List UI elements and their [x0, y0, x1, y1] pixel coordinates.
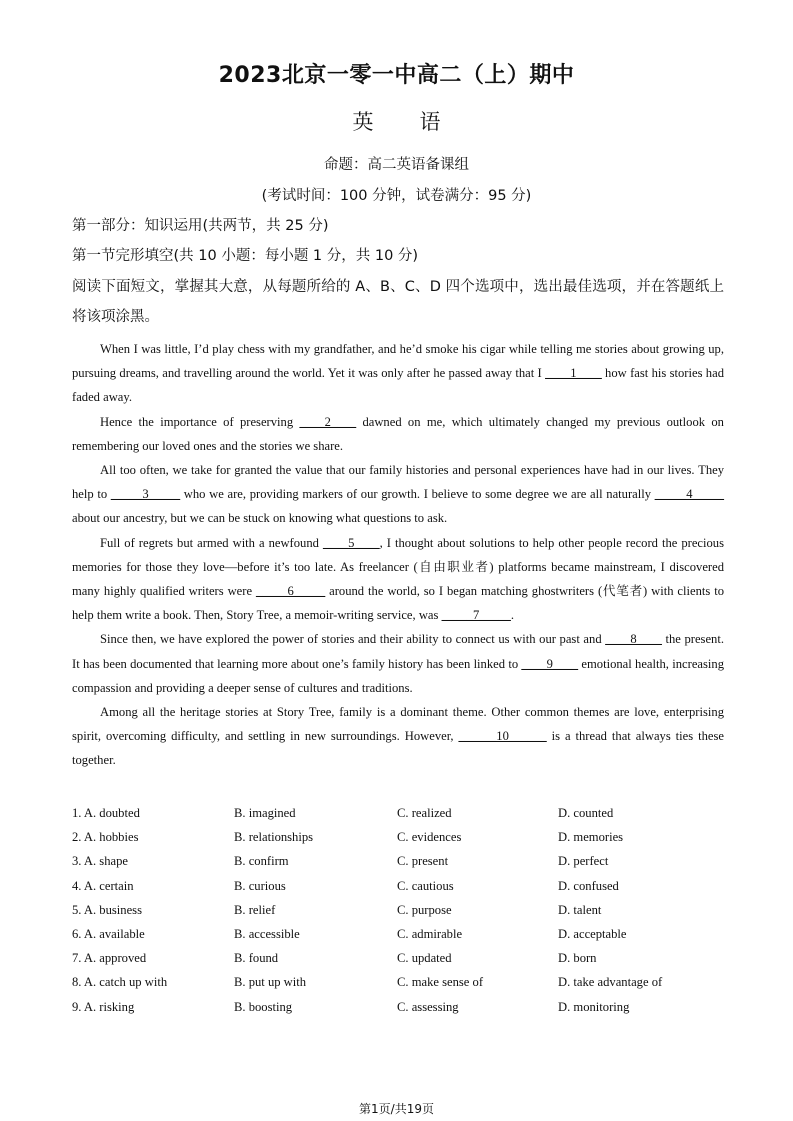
exam-author: 命题：高二英语备课组 [324, 157, 469, 173]
option-d: D. monitoring [558, 999, 630, 1014]
option-c: C. admirable [397, 926, 463, 941]
option-a: 9. A. risking [72, 999, 135, 1014]
option-d: D. talent [558, 902, 602, 917]
option-a: 2. A. hobbies [72, 830, 139, 845]
option-row [72, 970, 732, 994]
option-b: B. relationships [234, 830, 314, 845]
answer-options [72, 801, 732, 1019]
subject-char-1: 英 [352, 110, 374, 134]
option-b: B. found [234, 951, 279, 966]
option-a: 8. A. catch up with [72, 975, 168, 990]
option-row [72, 825, 732, 849]
text: When I was little, I’d play chess with my grandfather, and he’d smoke his cigar while telling me stories about growing up, pursuing dreams, and travelling around the world. Yet it was only after he passed away that I [72, 342, 724, 381]
blank-6: _____6_____ [255, 584, 326, 599]
option-d: D. take advantage of [558, 975, 663, 990]
option-d: D. acceptable [558, 926, 627, 941]
option-d: D. counted [558, 806, 614, 820]
blank-2: ____2____ [299, 414, 357, 429]
section-heading: 第一节完形填空(共 10 小题：每小题 1 分，共 10 分) [72, 248, 419, 264]
text: is a thread that always ties these together. [72, 729, 725, 768]
exam-title: 2023北京一零一中高二（上）期中 [218, 63, 575, 88]
text: Among all the heritage stories at Story Tree, family is a dominant theme. Other common themes are love, enterprising spirit, overcoming difficulty, and settling in new surroundings. However, [72, 705, 724, 744]
paragraph-3 [72, 458, 724, 531]
paragraph-5 [72, 627, 724, 700]
page-number: 第1页/共19页 [359, 1102, 434, 1116]
option-b: B. confirm [234, 854, 289, 869]
text: Full of regrets but armed with a newfound [100, 535, 323, 550]
paragraph-1 [72, 337, 724, 410]
option-d: D. memories [558, 830, 624, 845]
subject-char-2: 语 [419, 110, 441, 134]
text: Since then, we have explored the power of stories and their ability to connect us with our past and [100, 632, 606, 647]
option-row [72, 898, 732, 922]
option-c: C. cautious [397, 878, 454, 893]
option-b: B. accessible [234, 926, 300, 941]
option-c: C. updated [397, 951, 452, 966]
subject-heading [0, 106, 793, 136]
blank-9: ____9____ [521, 656, 579, 671]
blank-10: ______10______ [458, 729, 547, 744]
option-row [72, 849, 732, 873]
text: emotional health, increasing compassion and providing a deeper sense of cultures and traditions. [72, 656, 724, 695]
blank-8: ____8____ [605, 632, 662, 647]
text: around the world, so I began matching ghostwriters (代笔者) with clients to help them write a book. Then, Story Tree, a memoir-writing service, was [72, 584, 724, 623]
option-c: C. make sense of [397, 975, 484, 990]
text: All too often, we take for granted the value that our family histories and personal experiences have had in our lives. They help to [72, 463, 724, 502]
exam-info: (考试时间：100 分钟，试卷满分：95 分) [261, 188, 532, 204]
paragraph-2 [72, 410, 724, 458]
paragraph-6 [72, 700, 724, 773]
text: how fast his stories had faded away. [72, 366, 724, 405]
option-row [72, 946, 732, 970]
text: . [510, 608, 514, 623]
option-a: 5. A. business [72, 902, 142, 917]
option-a: 4. A. certain [72, 878, 134, 893]
option-a: 1. A. doubted [72, 806, 140, 820]
option-b: B. put up with [234, 975, 307, 990]
option-b: B. curious [234, 878, 286, 893]
option-c: C. assessing [397, 999, 459, 1014]
option-c: C. realized [397, 806, 452, 820]
instructions: 阅读下面短文，掌握其大意，从每题所给的 A、B、C、D 四个选项中，选出最佳选项，并在答题纸上将该项涂黑。 [72, 279, 724, 325]
option-row [72, 922, 732, 946]
option-row [72, 874, 732, 898]
text: who we are, providing markers of our growth. I believe to some degree we are all naturally [180, 487, 655, 502]
option-row [72, 801, 732, 825]
blank-7: _____7_____ [441, 608, 511, 623]
text: dawned on me, which ultimately changed my previous outlook on remembering our loved ones and the stories we share. [72, 414, 724, 453]
blank-5: ____5____ [322, 535, 380, 550]
option-b: B. imagined [234, 806, 296, 820]
text: , I thought about solutions to help other people record the precious memories for those they love—before it’s too late. As freelancer (自由职业者) platforms became mainstream, I discovered many highly qualified writers were [72, 535, 724, 599]
option-d: D. perfect [558, 854, 609, 869]
option-row [72, 995, 732, 1019]
option-a: 7. A. approved [72, 951, 147, 966]
blank-3: _____3_____ [110, 487, 181, 502]
part-heading: 第一部分：知识运用(共两节，共 25 分) [72, 218, 329, 234]
text: about our ancestry, but we can be stuck on knowing what questions to ask. [72, 511, 448, 526]
option-c: C. present [397, 854, 449, 869]
blank-1: ____1____ [545, 366, 602, 381]
option-d: D. born [558, 951, 597, 966]
text: the present. It has been documented that learning more about one’s family history has been linked to [72, 632, 724, 671]
option-d: D. confused [558, 878, 619, 893]
option-b: B. boosting [234, 999, 293, 1014]
option-c: C. evidences [397, 830, 462, 845]
paragraph-4 [72, 531, 724, 628]
cloze-passage [72, 337, 724, 773]
option-b: B. relief [234, 902, 276, 917]
option-c: C. purpose [397, 902, 452, 917]
text: Hence the importance of preserving [100, 414, 300, 429]
option-a: 3. A. shape [72, 854, 128, 869]
option-a: 6. A. available [72, 926, 145, 941]
blank-4: _____4_____ [654, 487, 724, 502]
